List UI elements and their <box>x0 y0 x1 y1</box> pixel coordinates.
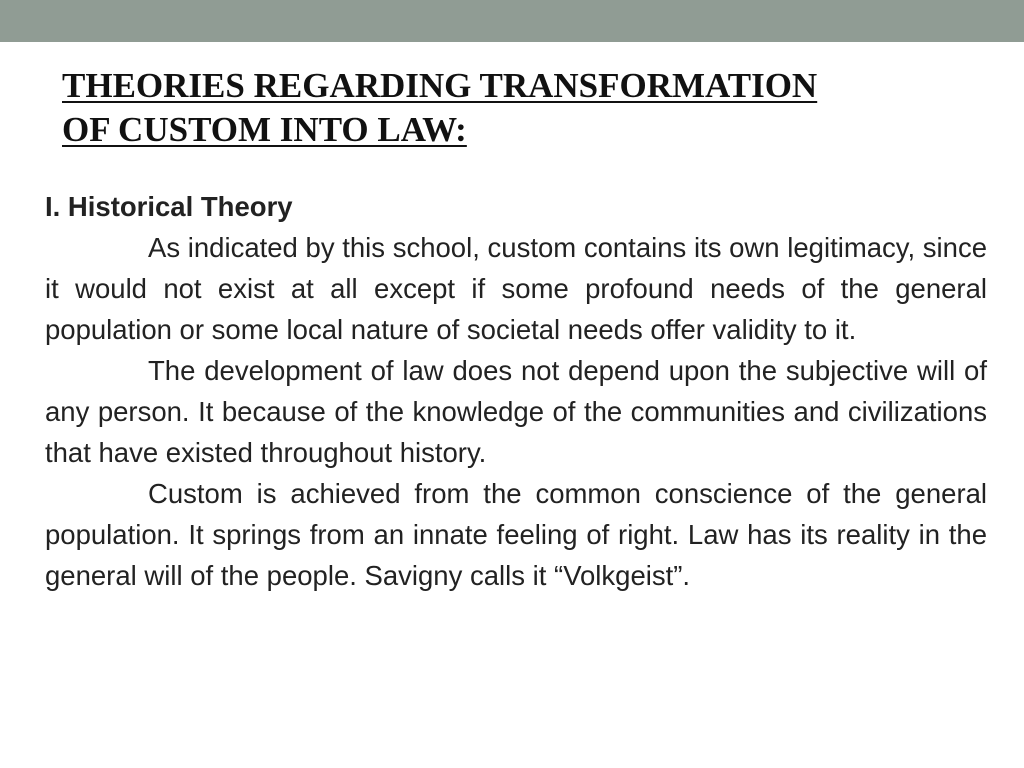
paragraph-legitimacy: As indicated by this school, custom contains its own legitimacy, since it would not exist at all except if some profound needs of the general population or some local nature of societal needs offer validity to it. <box>45 232 987 345</box>
slide-title-line-2: OF CUSTOM INTO LAW: <box>62 110 467 149</box>
paragraph-development: The development of law does not depend upon the subjective will of any person. It because of the knowledge of the communities and civilizations that have existed throughout history. <box>45 355 987 468</box>
top-decorative-bar <box>0 0 1024 42</box>
slide-title-line-1: THEORIES REGARDING TRANSFORMATION <box>62 66 818 105</box>
slide-title <box>62 64 962 152</box>
slide-body <box>45 186 987 596</box>
paragraph-volkgeist: Custom is achieved from the common conscience of the general population. It springs from an innate feeling of right. Law has its reality in the general will of the people. Savigny calls it “Volkgeist”. <box>45 478 987 591</box>
section-heading: I. Historical Theory <box>45 191 293 222</box>
